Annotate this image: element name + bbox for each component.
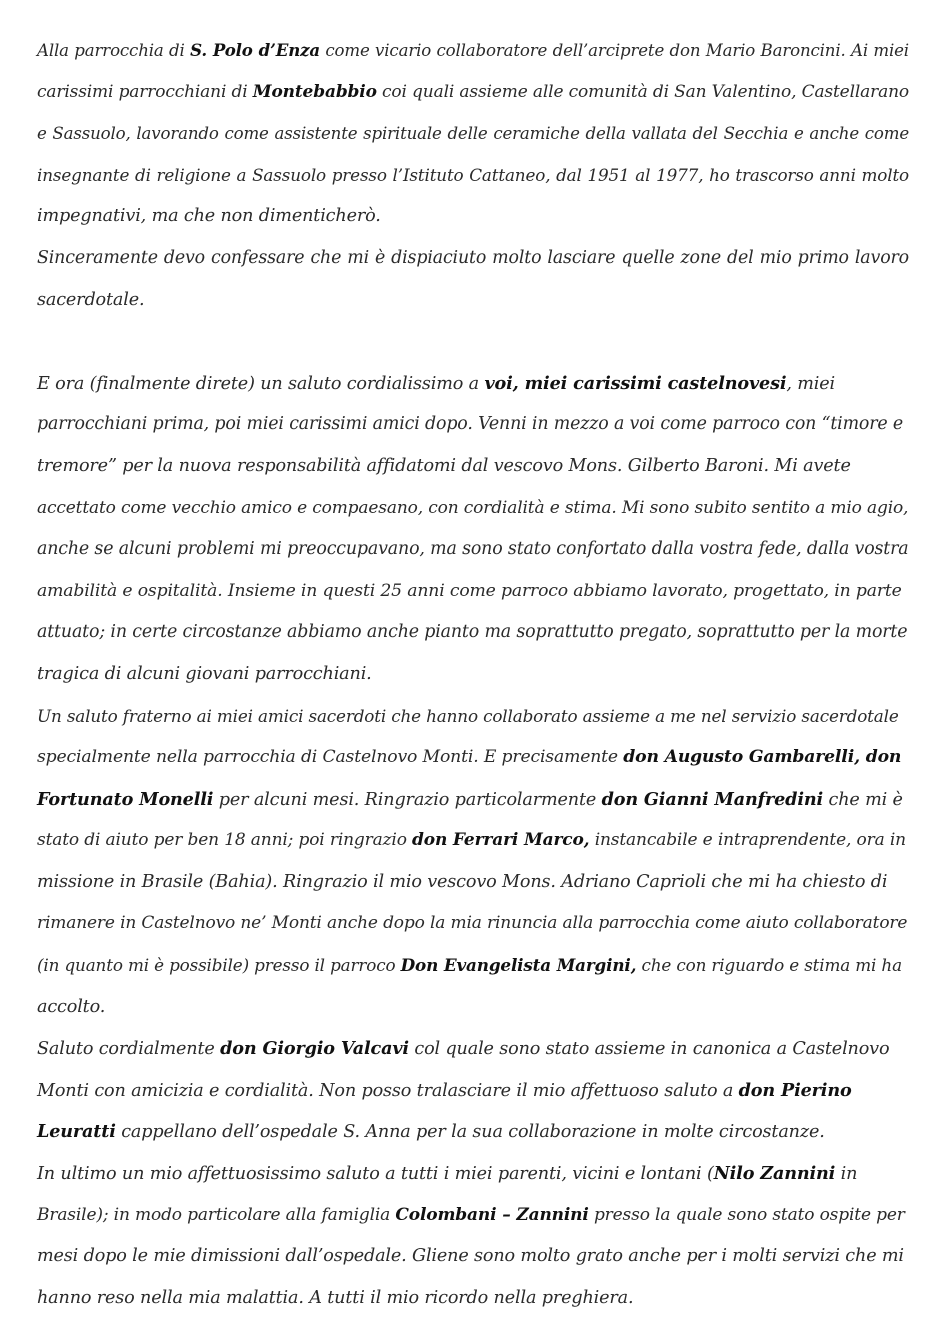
body-text: specialmente nella parrocchia di Castelnovo Monti. E precisamente [37, 747, 624, 768]
body-text: che mi è [823, 789, 903, 810]
body-text: impegnativi, ma che non dimenticherò. [37, 206, 381, 227]
body-text: E ora (finalmente direte) un saluto cordialissimo a [37, 373, 485, 394]
body-text: In ultimo un mio affettuosissimo saluto a tutti i miei parenti, vicini e lontani ( [37, 1164, 714, 1185]
bold-name-text: don Augusto Gambarelli, don [623, 747, 902, 768]
body-text: carissimi parrocchiani di [37, 81, 253, 102]
text-line [37, 862, 909, 904]
text-line [37, 446, 909, 488]
bold-name-text: S. Polo d’Enza [190, 40, 320, 60]
paragraph-break [37, 321, 909, 363]
text-line [37, 1153, 909, 1195]
body-text: cappellano dell’ospedale S. Anna per la sua collaborazione in molte circostanze. [115, 1122, 825, 1143]
body-text: instancabile e intraprendente, ora in [589, 830, 906, 851]
body-text: (in quanto mi è possibile) presso il parroco [37, 955, 401, 976]
body-text: hanno reso nella mia malattia. A tutti il mio ricordo nella preghiera. [37, 1287, 634, 1308]
body-text: col quale sono stato assieme in canonica a Castelnovo [408, 1039, 890, 1060]
body-text: Un saluto fraterno ai miei amici sacerdoti che hanno collaborato assieme a me nel servizio sacerdotale [37, 705, 899, 726]
text-line [37, 1028, 909, 1070]
body-text: che con riguardo e stima mi ha [636, 955, 902, 976]
body-text: Monti con amicizia e cordialità. Non posso tralasciare il mio affettuoso saluto a [37, 1080, 739, 1101]
text-line [37, 1236, 909, 1278]
body-text: come vicario collaboratore dell’arciprete don Mario Baroncini. Ai miei [320, 41, 909, 60]
body-text: anche se alcuni problemi mi preoccupavano, ma sono stato confortato dalla vostra fede, dalla vostra [37, 539, 909, 560]
text-line [37, 280, 909, 322]
text-line [37, 820, 909, 862]
text-line [37, 155, 909, 197]
text-line [37, 987, 909, 1029]
body-text: tragica di alcuni giovani parrocchiani. [37, 663, 372, 684]
bold-name-text: Colombani – Zannini [395, 1204, 589, 1225]
bold-name-text: Montebabbio [252, 81, 377, 102]
body-text: accettato come vecchio amico e compaesano, con cordialità e stima. Mi sono subito sentito a mio agio, [37, 497, 909, 518]
body-text: tremore” per la nuova responsabilità affidatomi dal vescovo Mons. Gilberto Baroni. Mi avete [37, 455, 851, 476]
body-text: , miei [786, 373, 836, 394]
body-text: insegnante di religione a Sassuolo presso l’Istituto Cattaneo, dal 1951 al 1977, ho trascorso anni molto [37, 164, 909, 185]
text-line [37, 654, 909, 696]
text-line [37, 30, 909, 72]
body-text: Alla parrocchia di [37, 41, 191, 60]
bold-name-text: voi, miei carissimi castelnovesi [484, 372, 787, 394]
body-text: coi quali assieme alle comunità di San Valentino, Castellarano [376, 81, 909, 102]
text-line [37, 196, 909, 238]
body-text: sacerdotale. [37, 289, 145, 310]
bold-name-text: don Ferrari Marco, [412, 830, 590, 851]
body-text: in [835, 1164, 858, 1185]
body-text: attuato; in certe circostanze abbiamo anche pianto ma soprattutto pregato, soprattutto per la morte [37, 622, 908, 643]
body-text: stato di aiuto per ben 18 anni; poi ringrazio [37, 830, 413, 851]
text-line [37, 113, 909, 155]
bold-name-text: Fortunato Monelli [37, 788, 214, 810]
text-line [37, 612, 909, 654]
bold-name-text: Nilo Zannini [713, 1163, 836, 1185]
bold-name-text: don Giorgio Valcavi [220, 1038, 409, 1060]
text-line [37, 779, 909, 821]
body-text: e Sassuolo, lavorando come assistente spirituale delle ceramiche della vallata del Secchia e anche come [37, 124, 909, 144]
body-text: missione in Brasile (Bahia). Ringrazio il mio vescovo Mons. Adriano Caprioli che mi ha chiesto di [37, 871, 888, 892]
bold-name-text: don Pierino [738, 1079, 852, 1101]
text-line [37, 529, 909, 571]
text-line [37, 571, 909, 613]
bold-name-text: Leuratti [37, 1121, 116, 1143]
text-line [37, 1070, 909, 1112]
text-line [37, 1111, 909, 1153]
body-text: Sinceramente devo confessare che mi è dispiaciuto molto lasciare quelle zone del mio primo lavoro [37, 247, 909, 268]
text-line [37, 737, 909, 779]
body-text: rimanere in Castelnovo ne’ Monti anche dopo la mia rinuncia alla parrocchia come aiuto collaboratore [37, 913, 908, 934]
body-text: presso la quale sono stato ospite per [588, 1204, 905, 1225]
text-line [37, 488, 909, 530]
text-line [37, 404, 909, 446]
text-line [37, 696, 909, 738]
body-text: amabilità e ospitalità. Insieme in questi 25 anni come parroco abbiamo lavorato, progettato, in parte [37, 580, 902, 601]
text-line [37, 72, 909, 114]
text-line [37, 238, 909, 280]
body-text: Saluto cordialmente [37, 1039, 221, 1060]
text-line [37, 945, 909, 987]
text-line [37, 363, 909, 405]
body-text: mesi dopo le mie dimissioni dall’ospedale. Gliene sono molto grato anche per i molti servizi che mi [37, 1246, 904, 1267]
body-text: parrocchiani prima, poi miei carissimi amici dopo. Venni in mezzo a voi come parroco con “timore e [37, 414, 904, 435]
bold-name-text: don Gianni Manfredini [601, 788, 824, 810]
body-text: accolto. [37, 996, 106, 1017]
text-line [37, 1195, 909, 1237]
body-text: Brasile); in modo particolare alla famiglia [37, 1204, 396, 1225]
text-line [37, 1278, 909, 1319]
body-text: per alcuni mesi. Ringrazio particolarmente [213, 789, 602, 810]
document-page [37, 30, 909, 1319]
bold-name-text: Don Evangelista Margini, [400, 955, 637, 976]
text-line [37, 903, 909, 945]
